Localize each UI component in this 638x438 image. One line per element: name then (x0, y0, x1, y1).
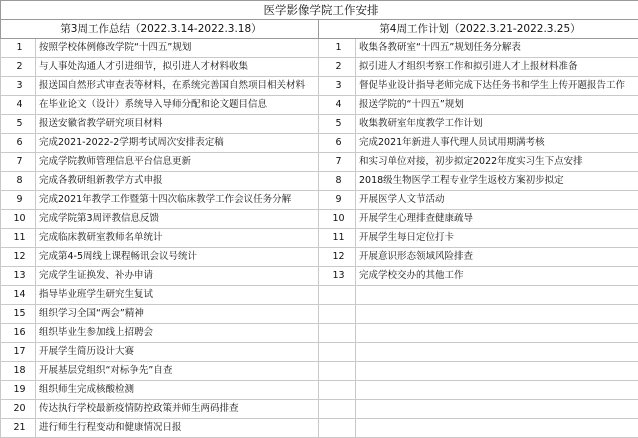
title-row (1, 1, 638, 20)
week3-item-number[interactable]: 11 (1, 229, 36, 248)
week4-item-text[interactable]: 开展医学人文节活动 (356, 191, 638, 210)
week4-item-text[interactable]: 督促毕业设计指导老师完成下达任务书和学生上传开题报告工作 (356, 77, 638, 96)
week3-item-number[interactable]: 13 (1, 267, 36, 286)
week4-item-text[interactable]: 开展学生心理排查健康疏导 (356, 210, 638, 229)
week3-item-number[interactable]: 1 (1, 39, 36, 58)
week3-item-text[interactable]: 开展基层党组织“对标争先”自查 (36, 362, 319, 381)
week3-item-number[interactable]: 16 (1, 324, 36, 343)
week4-item-text[interactable]: 报送学院的“十四五”规划 (356, 96, 638, 115)
week4-item-text[interactable]: 完成学校交办的其他工作 (356, 267, 638, 286)
table-row (1, 39, 638, 58)
week4-item-text[interactable]: 收集教研室年度教学工作计划 (356, 115, 638, 134)
week4-item-number[interactable]: 3 (319, 77, 356, 96)
table-row (1, 324, 638, 343)
week4-item-text[interactable]: 和实习单位对接，初步拟定2022年度实习生下点安排 (356, 153, 638, 172)
week3-item-text[interactable]: 在毕业论文（设计）系统导入导师分配和论文题目信息 (36, 96, 319, 115)
week4-item-text[interactable] (356, 343, 638, 362)
week3-item-text[interactable]: 完成学院第3周评教信息反馈 (36, 210, 319, 229)
week3-item-number[interactable]: 3 (1, 77, 36, 96)
week4-item-number[interactable]: 9 (319, 191, 356, 210)
week4-item-number[interactable] (319, 419, 356, 438)
week4-item-number[interactable] (319, 305, 356, 324)
table-row (1, 381, 638, 400)
week4-item-text[interactable]: 2018级生物医学工程专业学生返校方案初步拟定 (356, 172, 638, 191)
table-row (1, 362, 638, 381)
week3-item-text[interactable]: 开展学生简历设计大赛 (36, 343, 319, 362)
week3-item-text[interactable]: 完成临床教研室教师名单统计 (36, 229, 319, 248)
week4-item-text[interactable] (356, 362, 638, 381)
week4-item-text[interactable]: 拟引进人才组织考察工作和拟引进人才上报材料准备 (356, 58, 638, 77)
week3-item-number[interactable]: 7 (1, 153, 36, 172)
week3-item-number[interactable]: 17 (1, 343, 36, 362)
week3-item-text[interactable]: 报送国自然形式审查表等材料，在系统完善国自然项目相关材料 (36, 77, 319, 96)
week4-item-number[interactable] (319, 400, 356, 419)
table-row (1, 305, 638, 324)
table-row (1, 115, 638, 134)
week3-header[interactable]: 第3周工作总结（2022.3.14-2022.3.18） (1, 20, 319, 39)
week3-item-number[interactable]: 19 (1, 381, 36, 400)
week4-item-text[interactable] (356, 286, 638, 305)
week3-item-text[interactable]: 进行师生行程变动和健康情况日报 (36, 419, 319, 438)
week3-item-number[interactable]: 9 (1, 191, 36, 210)
week4-item-text[interactable] (356, 400, 638, 419)
week3-item-number[interactable]: 14 (1, 286, 36, 305)
week3-item-number[interactable]: 8 (1, 172, 36, 191)
week3-item-text[interactable]: 组织师生完成核酸检测 (36, 381, 319, 400)
week3-item-number[interactable]: 6 (1, 134, 36, 153)
week4-item-text[interactable]: 开展意识形态领域风险排查 (356, 248, 638, 267)
week3-item-text[interactable]: 按照学校体例修改学院“十四五”规划 (36, 39, 319, 58)
week3-item-text[interactable]: 完成学生证换发、补办申请 (36, 267, 319, 286)
week4-item-number[interactable]: 12 (319, 248, 356, 267)
week3-item-text[interactable]: 完成2021年教学工作暨第十四次临床教学工作会议任务分解 (36, 191, 319, 210)
table-row (1, 210, 638, 229)
week4-item-text[interactable] (356, 305, 638, 324)
table-row (1, 343, 638, 362)
week3-item-text[interactable]: 完成各教研组新教学方式申报 (36, 172, 319, 191)
table-row (1, 77, 638, 96)
week3-item-number[interactable]: 12 (1, 248, 36, 267)
week4-item-text[interactable]: 收集各教研室“十四五”规划任务分解表 (356, 39, 638, 58)
week3-item-text[interactable]: 完成第4-5周线上课程畅讯会议号统计 (36, 248, 319, 267)
week3-item-text[interactable]: 传达执行学校最新疫情防控政策并师生两码排查 (36, 400, 319, 419)
week4-item-number[interactable]: 1 (319, 39, 356, 58)
week4-item-text[interactable]: 开展学生每日定位打卡 (356, 229, 638, 248)
table-row (1, 267, 638, 286)
table-row (1, 153, 638, 172)
week4-item-number[interactable] (319, 324, 356, 343)
week3-item-number[interactable]: 20 (1, 400, 36, 419)
week4-item-number[interactable]: 8 (319, 172, 356, 191)
week3-item-text[interactable]: 组织学习全国“两会”精神 (36, 305, 319, 324)
week4-item-text[interactable] (356, 324, 638, 343)
week4-item-text[interactable] (356, 381, 638, 400)
table-row (1, 286, 638, 305)
week3-item-text[interactable]: 报送安徽省教学研究项目材料 (36, 115, 319, 134)
week3-item-number[interactable]: 21 (1, 419, 36, 438)
week3-item-text[interactable]: 指导毕业班学生研究生复试 (36, 286, 319, 305)
week4-item-number[interactable] (319, 362, 356, 381)
week4-item-number[interactable] (319, 381, 356, 400)
week4-item-number[interactable]: 7 (319, 153, 356, 172)
week4-item-number[interactable]: 6 (319, 134, 356, 153)
table-row (1, 172, 638, 191)
week4-item-number[interactable]: 13 (319, 267, 356, 286)
week3-item-text[interactable]: 组织毕业生参加线上招聘会 (36, 324, 319, 343)
week4-item-number[interactable]: 11 (319, 229, 356, 248)
table-row (1, 400, 638, 419)
header-row (1, 20, 638, 39)
table-row (1, 191, 638, 210)
table-row (1, 248, 638, 267)
week3-item-text[interactable]: 完成2021-2022-2学期考试周次安排表定稿 (36, 134, 319, 153)
week3-item-number[interactable]: 15 (1, 305, 36, 324)
week4-item-text[interactable] (356, 419, 638, 438)
week4-item-number[interactable]: 4 (319, 96, 356, 115)
week4-item-number[interactable] (319, 343, 356, 362)
table-row (1, 134, 638, 153)
week3-item-text[interactable]: 与人事处沟通人才引进细节，拟引进人才材料收集 (36, 58, 319, 77)
week4-item-text[interactable]: 完成2021年新进人事代理人员试用期满考核 (356, 134, 638, 153)
week3-item-number[interactable]: 2 (1, 58, 36, 77)
week4-item-number[interactable]: 10 (319, 210, 356, 229)
week4-item-number[interactable] (319, 286, 356, 305)
week3-item-number[interactable]: 18 (1, 362, 36, 381)
week4-item-number[interactable]: 5 (319, 115, 356, 134)
week3-item-text[interactable]: 完成学院教师管理信息平台信息更新 (36, 153, 319, 172)
week4-header[interactable]: 第4周工作计划（2022.3.21-2022.3.25） (319, 20, 638, 39)
table-row (1, 58, 638, 77)
week3-item-number[interactable]: 10 (1, 210, 36, 229)
table-row (1, 229, 638, 248)
sheet-title[interactable]: 医学影像学院工作安排 (1, 1, 638, 20)
table-row (1, 96, 638, 115)
table-row (1, 419, 638, 438)
week4-item-number[interactable]: 2 (319, 58, 356, 77)
week3-item-number[interactable]: 4 (1, 96, 36, 115)
week3-item-number[interactable]: 5 (1, 115, 36, 134)
